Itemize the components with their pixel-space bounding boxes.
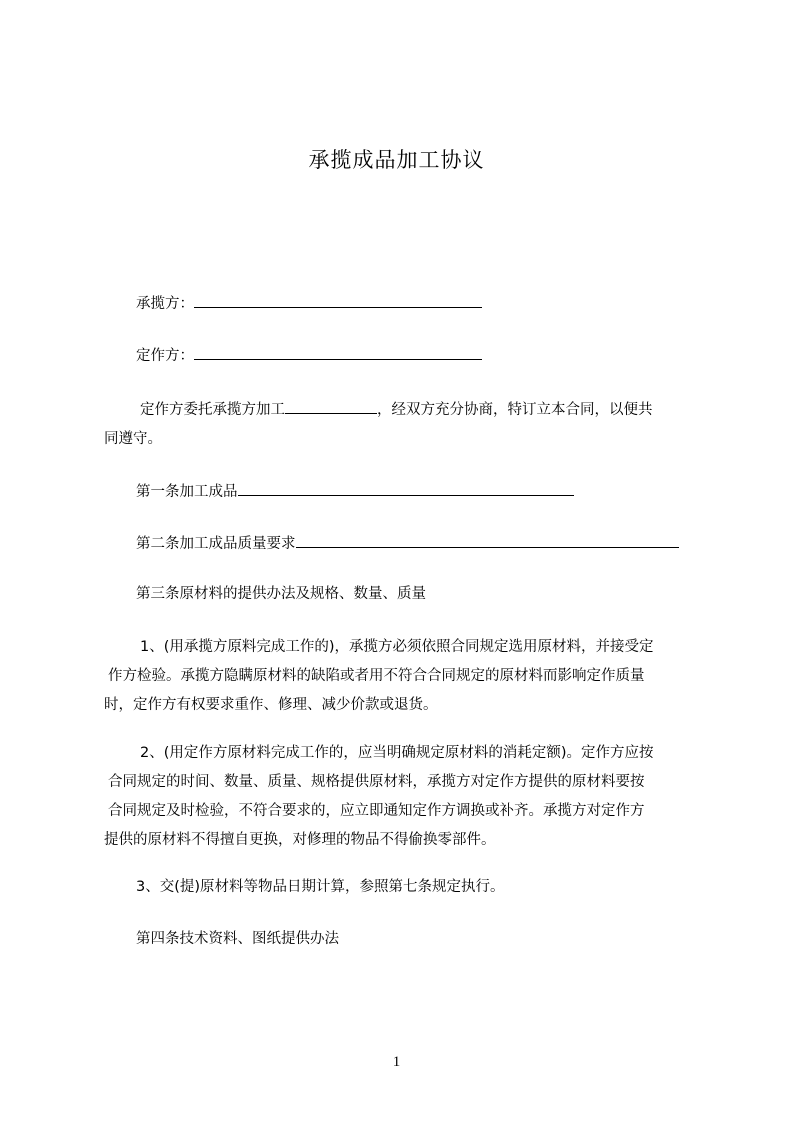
article1-line (104, 480, 736, 503)
product-blank (285, 398, 377, 414)
orderer-blank (194, 344, 482, 360)
page-number: 1 (392, 1054, 401, 1070)
clause2-line: 提供的原材料不得擅自更换，对修理的物品不得偷换零部件。 (104, 832, 496, 848)
article4-title: 第四条技术资料、图纸提供办法 (136, 931, 339, 947)
contractor-blank (194, 292, 482, 308)
article2-line (104, 532, 736, 555)
article2-label: 第二条加工成品质量要求 (136, 536, 296, 552)
document-title: 承揽成品加工协议 (308, 148, 485, 172)
article3-title: 第三条原材料的提供办法及规格、数量、质量 (136, 586, 426, 602)
article1-blank (238, 480, 574, 496)
clause2-line: 2、(用定作方原材料完成工作的，应当明确规定原材料的消耗定额)。定作方应按 (140, 745, 654, 761)
clause2-line: 合同规定的时间、数量、质量、规格提供原材料，承揽方对定作方提供的原材料要按 (108, 774, 645, 790)
clause1-line: 时，定作方有权要求重作、修理、减少价款或退货。 (104, 697, 438, 713)
clause3: 3、交(提)原材料等物品日期计算，参照第七条规定执行。 (136, 879, 505, 895)
contractor-label: 承揽方： (136, 296, 194, 312)
intro-text-post: ，经双方充分协商，特订立本合同，以便共 (377, 402, 653, 418)
article2-blank (296, 532, 679, 548)
intro-text-line2: 同遵守。 (104, 431, 162, 447)
article1-label: 第一条加工成品 (136, 484, 238, 500)
clause1-line: 作方检验。承揽方隐瞒原材料的缺陷或者用不符合合同规定的原材料而影响定作质量 (108, 668, 645, 684)
intro-paragraph (104, 396, 709, 454)
clause1-line: 1、(用承揽方原料完成工作的)，承揽方必须依照合同规定选用原材料，并接受定 (140, 639, 654, 655)
clause2-paragraph (104, 739, 709, 855)
orderer-line (104, 344, 736, 367)
intro-text-pre: 定作方委托承揽方加工 (140, 402, 285, 418)
orderer-label: 定作方： (136, 348, 194, 364)
clause2-line: 合同规定及时检验，不符合要求的，应立即通知定作方调换或补齐。承揽方对定作方 (108, 803, 645, 819)
contractor-line (104, 292, 736, 315)
clause1-paragraph (104, 633, 709, 720)
